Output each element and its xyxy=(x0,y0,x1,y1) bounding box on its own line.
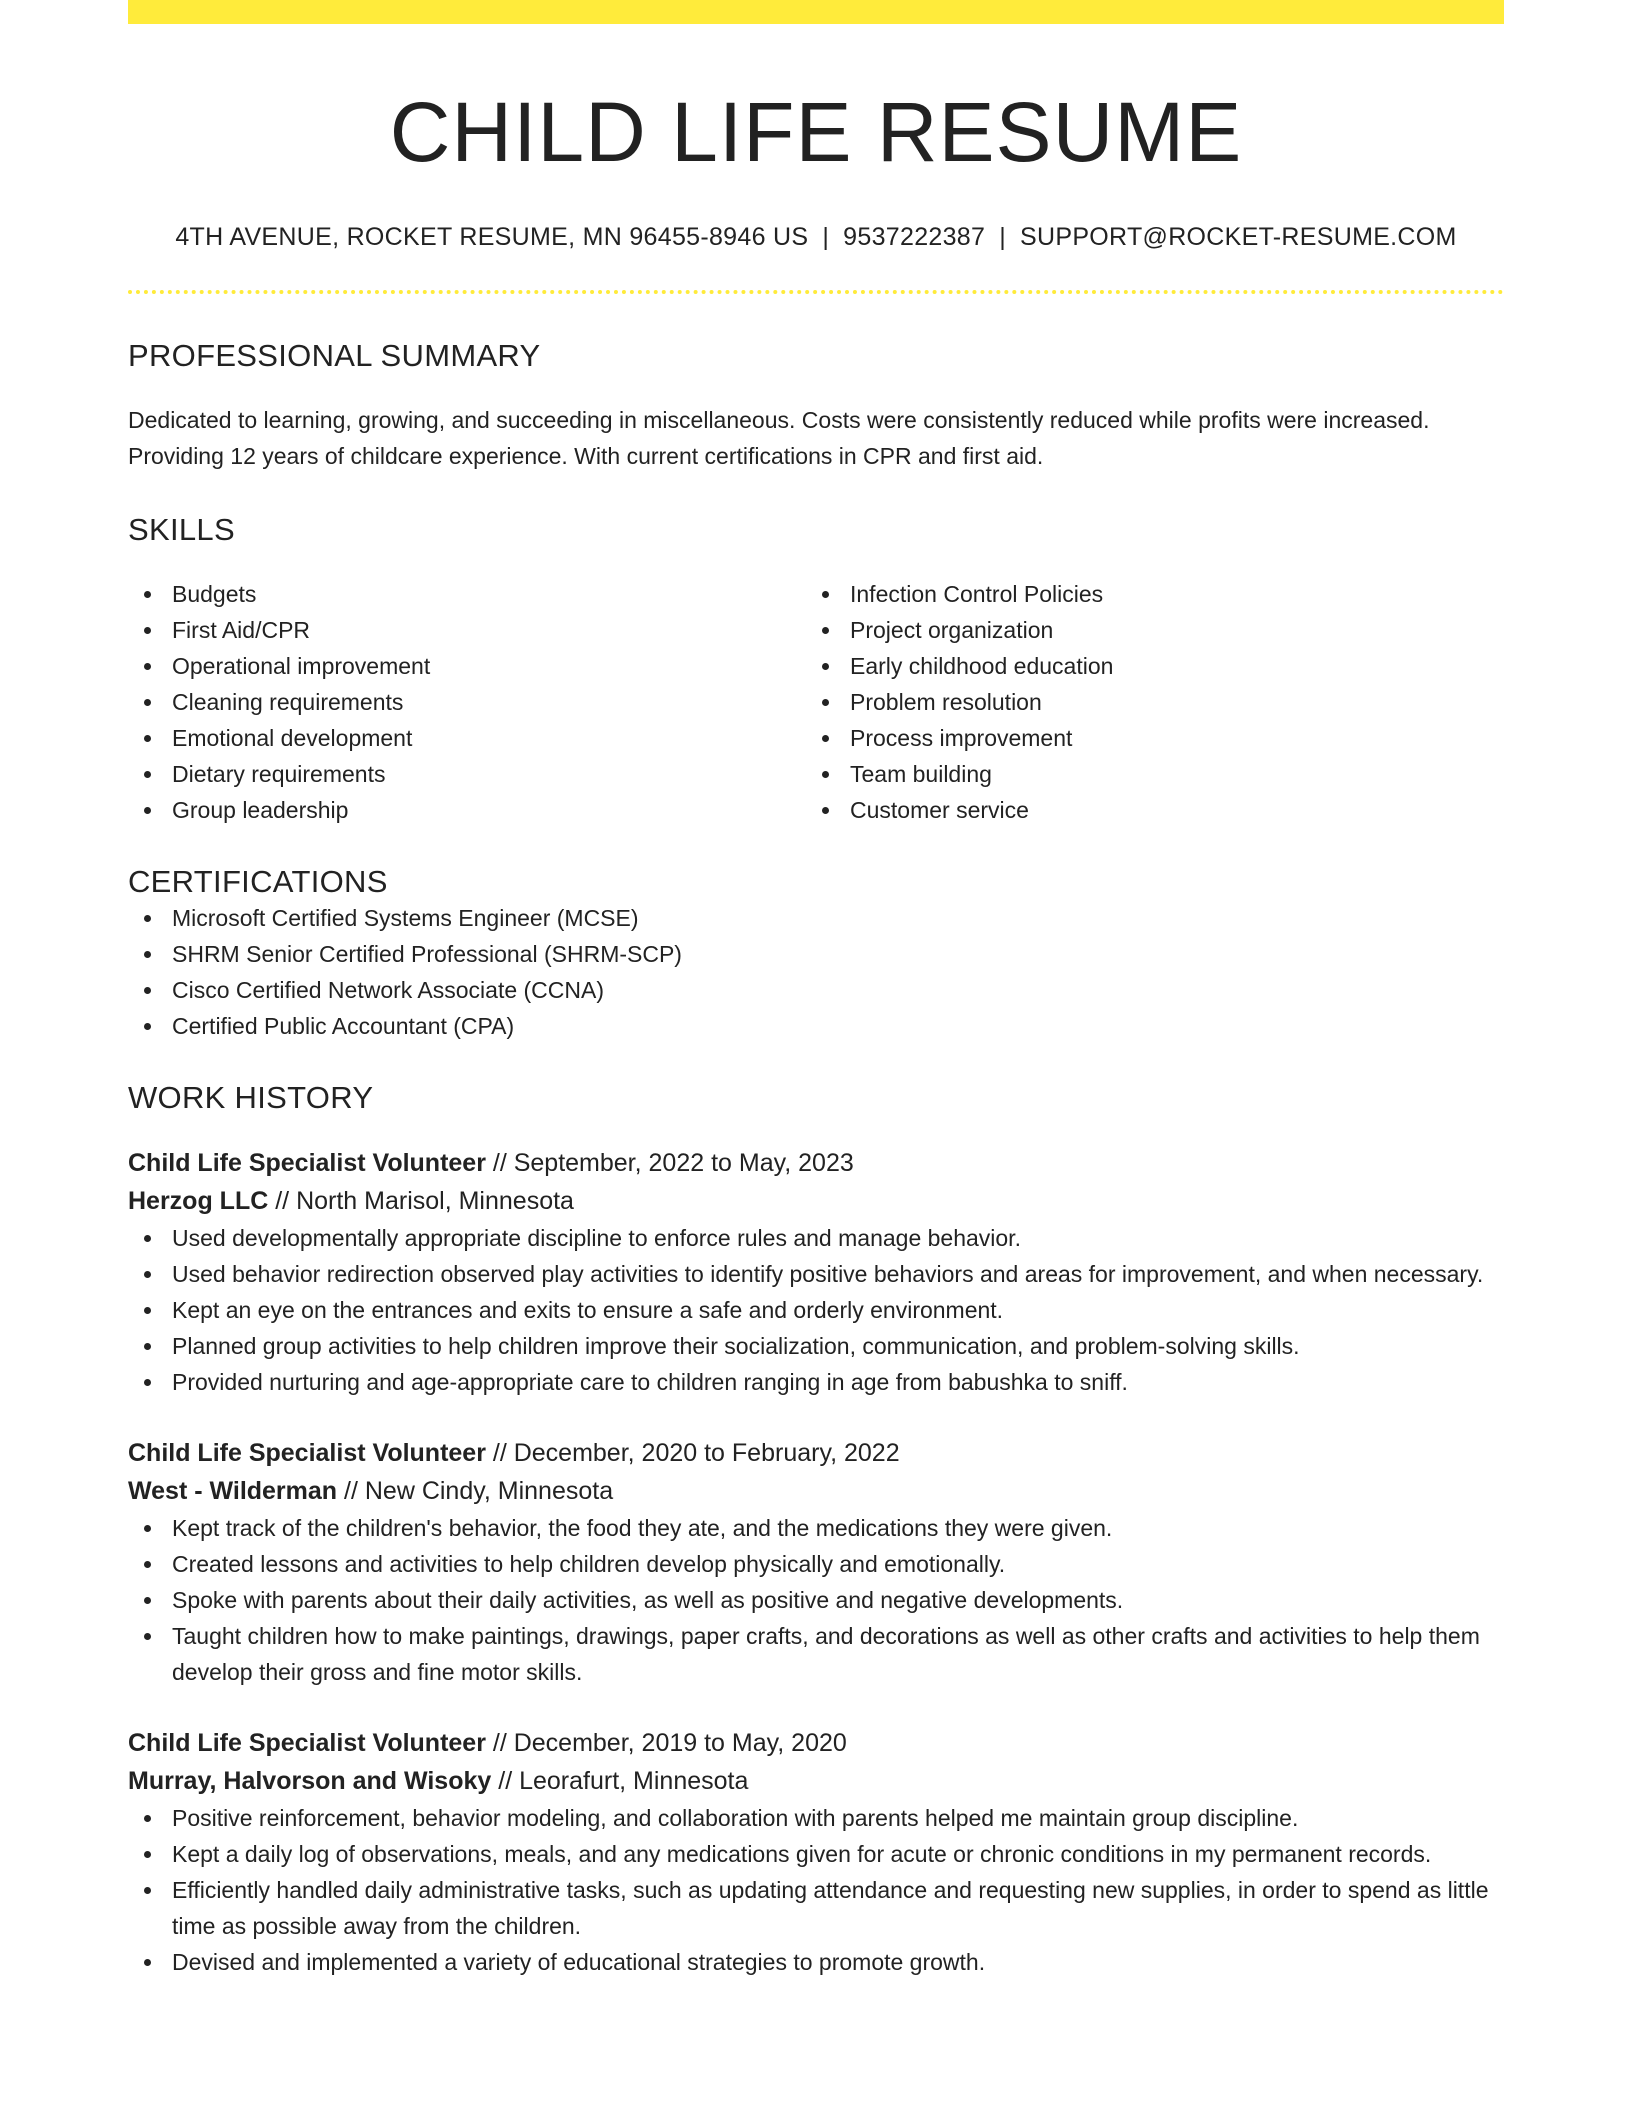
resume-page xyxy=(128,0,1504,1980)
skill-item: Early childhood education xyxy=(806,648,1484,684)
skills-heading: SKILLS xyxy=(128,511,235,547)
summary-heading: PROFESSIONAL SUMMARY xyxy=(128,337,541,373)
skill-item: Process improvement xyxy=(806,720,1484,756)
job-role: Child Life Specialist Volunteer xyxy=(128,1148,486,1177)
skill-item: Problem resolution xyxy=(806,684,1484,720)
job-duty-item: Devised and implemented a variety of educational strategies to promote growth. xyxy=(128,1944,1504,1980)
certifications-list xyxy=(128,900,1504,1044)
contact-separator: | xyxy=(822,222,830,251)
skills-list-left xyxy=(128,576,806,828)
skill-item: First Aid/CPR xyxy=(128,612,806,648)
job-company-line xyxy=(128,1472,1504,1510)
skill-item: Emotional development xyxy=(128,720,806,756)
accent-top-bar xyxy=(128,0,1504,24)
skill-item: Team building xyxy=(806,756,1484,792)
job-duties-list xyxy=(128,1800,1504,1980)
job-location: // North Marisol, Minnesota xyxy=(268,1186,574,1215)
contact-email: SUPPORT@ROCKET-RESUME.COM xyxy=(1020,222,1457,251)
job-company-line xyxy=(128,1182,1504,1220)
summary-section xyxy=(128,338,1504,474)
job-title-line xyxy=(128,1724,1504,1762)
job-entry xyxy=(128,1724,1504,1980)
job-title-line xyxy=(128,1144,1504,1182)
work-history-section xyxy=(128,1080,1504,1980)
contact-phone: 9537222387 xyxy=(843,222,986,251)
job-duty-item: Created lessons and activities to help children develop physically and emotionally. xyxy=(128,1546,1504,1582)
skills-columns xyxy=(128,576,1504,828)
work-history-heading: WORK HISTORY xyxy=(128,1079,374,1115)
certification-item: SHRM Senior Certified Professional (SHRM-SCP) xyxy=(128,936,1504,972)
job-duty-item: Planned group activities to help children improve their socialization, communication, and problem-solving skills. xyxy=(128,1328,1504,1364)
skills-list-right xyxy=(806,576,1484,828)
job-duties-list xyxy=(128,1510,1504,1690)
job-location: // Leorafurt, Minnesota xyxy=(491,1766,749,1795)
skill-item: Project organization xyxy=(806,612,1484,648)
job-duty-item: Used developmentally appropriate discipline to enforce rules and manage behavior. xyxy=(128,1220,1504,1256)
job-entry xyxy=(128,1434,1504,1690)
certifications-heading: CERTIFICATIONS xyxy=(128,863,388,899)
certifications-section xyxy=(128,864,1504,1044)
contact-separator: | xyxy=(999,222,1007,251)
skills-column-right xyxy=(806,576,1484,828)
contact-address: 4TH AVENUE, ROCKET RESUME, MN 96455-8946 US xyxy=(175,222,809,251)
job-duty-item: Efficiently handled daily administrative tasks, such as updating attendance and requesting new supplies, in order to spend as little time as possible away from the children. xyxy=(128,1872,1504,1944)
job-entry xyxy=(128,1144,1504,1400)
job-dates: // September, 2022 to May, 2023 xyxy=(485,1148,854,1177)
job-duty-item: Positive reinforcement, behavior modeling, and collaboration with parents helped me maintain group discipline. xyxy=(128,1800,1504,1836)
job-dates: // December, 2020 to February, 2022 xyxy=(485,1438,900,1467)
job-duty-item: Kept track of the children's behavior, the food they ate, and the medications they were given. xyxy=(128,1510,1504,1546)
skill-item: Infection Control Policies xyxy=(806,576,1484,612)
skills-section xyxy=(128,512,1504,828)
job-role: Child Life Specialist Volunteer xyxy=(128,1728,486,1757)
job-role: Child Life Specialist Volunteer xyxy=(128,1438,486,1467)
job-company: West - Wilderman xyxy=(128,1476,338,1505)
job-duty-item: Taught children how to make paintings, drawings, paper crafts, and decorations as well as other crafts and activities to help them develop their gross and fine motor skills. xyxy=(128,1618,1504,1690)
job-company: Murray, Halvorson and Wisoky xyxy=(128,1766,492,1795)
skill-item: Dietary requirements xyxy=(128,756,806,792)
skill-item: Group leadership xyxy=(128,792,806,828)
job-company-line xyxy=(128,1762,1504,1800)
job-duty-item: Kept a daily log of observations, meals, and any medications given for acute or chronic conditions in my permanent records. xyxy=(128,1836,1504,1872)
job-duties-list xyxy=(128,1220,1504,1400)
skill-item: Customer service xyxy=(806,792,1484,828)
job-duty-item: Provided nurturing and age-appropriate care to children ranging in age from babushka to sniff. xyxy=(128,1364,1504,1400)
skill-item: Budgets xyxy=(128,576,806,612)
job-duty-item: Spoke with parents about their daily activities, as well as positive and negative developments. xyxy=(128,1582,1504,1618)
summary-text: Dedicated to learning, growing, and succeeding in miscellaneous. Costs were consistently reduced while profits were increased. Providing 12 years of childcare experience. With current certifications in CPR and first aid. xyxy=(128,406,1430,469)
certification-item: Microsoft Certified Systems Engineer (MCSE) xyxy=(128,900,1504,936)
certification-item: Certified Public Accountant (CPA) xyxy=(128,1008,1504,1044)
job-dates: // December, 2019 to May, 2020 xyxy=(485,1728,847,1757)
dotted-divider xyxy=(128,290,1504,294)
contact-line xyxy=(128,223,1504,252)
resume-name: CHILD LIFE RESUME xyxy=(389,85,1243,179)
job-duty-item: Used behavior redirection observed play activities to identify positive behaviors and areas for improvement, and when necessary. xyxy=(128,1256,1504,1292)
job-duty-item: Kept an eye on the entrances and exits to ensure a safe and orderly environment. xyxy=(128,1292,1504,1328)
job-title-line xyxy=(128,1434,1504,1472)
skill-item: Operational improvement xyxy=(128,648,806,684)
certification-item: Cisco Certified Network Associate (CCNA) xyxy=(128,972,1504,1008)
skills-column-left xyxy=(128,576,806,828)
job-location: // New Cindy, Minnesota xyxy=(337,1476,614,1505)
job-company: Herzog LLC xyxy=(128,1186,269,1215)
skill-item: Cleaning requirements xyxy=(128,684,806,720)
